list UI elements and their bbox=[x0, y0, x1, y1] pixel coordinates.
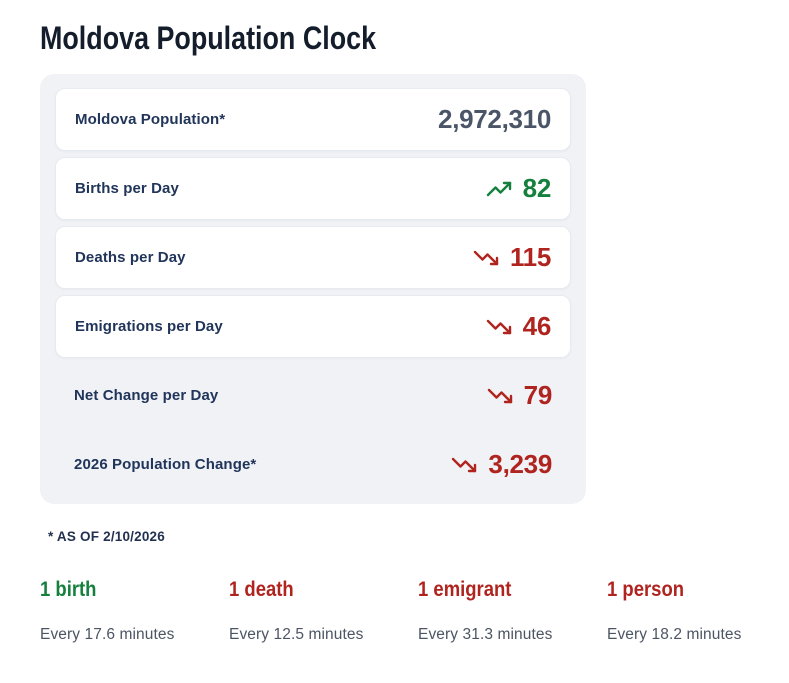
row-value-text: 46 bbox=[522, 311, 551, 341]
row-label: Moldova Population* bbox=[75, 111, 226, 128]
frequency-interval: Every 17.6 minutes bbox=[40, 626, 175, 643]
page-title: Moldova Population Clock bbox=[40, 20, 377, 56]
as-of-footnote: * AS OF 2/10/2026 bbox=[48, 529, 165, 544]
row-value-text: 3,239 bbox=[488, 449, 552, 479]
frequency-item-death bbox=[229, 578, 418, 644]
row-net-change bbox=[55, 364, 571, 427]
row-value bbox=[485, 380, 552, 411]
row-value-text: 79 bbox=[523, 380, 552, 410]
row-emigrations bbox=[55, 295, 571, 358]
frequency-item-birth bbox=[40, 578, 229, 644]
row-label: Births per Day bbox=[75, 180, 179, 197]
frequency-item-person bbox=[607, 578, 741, 644]
row-births bbox=[55, 157, 571, 220]
row-label: Net Change per Day bbox=[74, 387, 219, 404]
frequency-item-emigrant bbox=[418, 578, 607, 644]
row-population bbox=[55, 88, 571, 151]
trending-up-icon bbox=[484, 177, 514, 201]
trending-down-icon bbox=[471, 246, 501, 270]
frequency-heading: 1 death bbox=[229, 578, 294, 601]
row-value-text: 115 bbox=[509, 242, 551, 272]
frequency-interval: Every 31.3 minutes bbox=[418, 626, 553, 643]
row-value bbox=[449, 449, 552, 480]
frequency-interval: Every 12.5 minutes bbox=[229, 626, 364, 643]
row-value bbox=[471, 242, 551, 273]
trending-down-icon bbox=[485, 384, 515, 408]
frequency-heading: 1 birth bbox=[40, 578, 97, 601]
row-deaths bbox=[55, 226, 571, 289]
row-2026-change bbox=[55, 433, 571, 496]
frequency-interval: Every 18.2 minutes bbox=[607, 626, 742, 643]
row-value-text: 82 bbox=[522, 173, 551, 203]
trending-down-icon bbox=[449, 453, 479, 477]
row-label: 2026 Population Change* bbox=[74, 456, 257, 473]
trending-down-icon bbox=[484, 315, 514, 339]
row-label: Deaths per Day bbox=[75, 249, 186, 266]
population-clock-panel bbox=[40, 74, 586, 504]
row-value bbox=[484, 173, 551, 204]
frequency-stats bbox=[40, 578, 749, 644]
row-label: Emigrations per Day bbox=[75, 318, 223, 335]
frequency-heading: 1 person bbox=[607, 578, 685, 601]
row-value bbox=[484, 311, 551, 342]
frequency-heading: 1 emigrant bbox=[418, 578, 512, 601]
row-value: 2,972,310 bbox=[438, 104, 551, 134]
